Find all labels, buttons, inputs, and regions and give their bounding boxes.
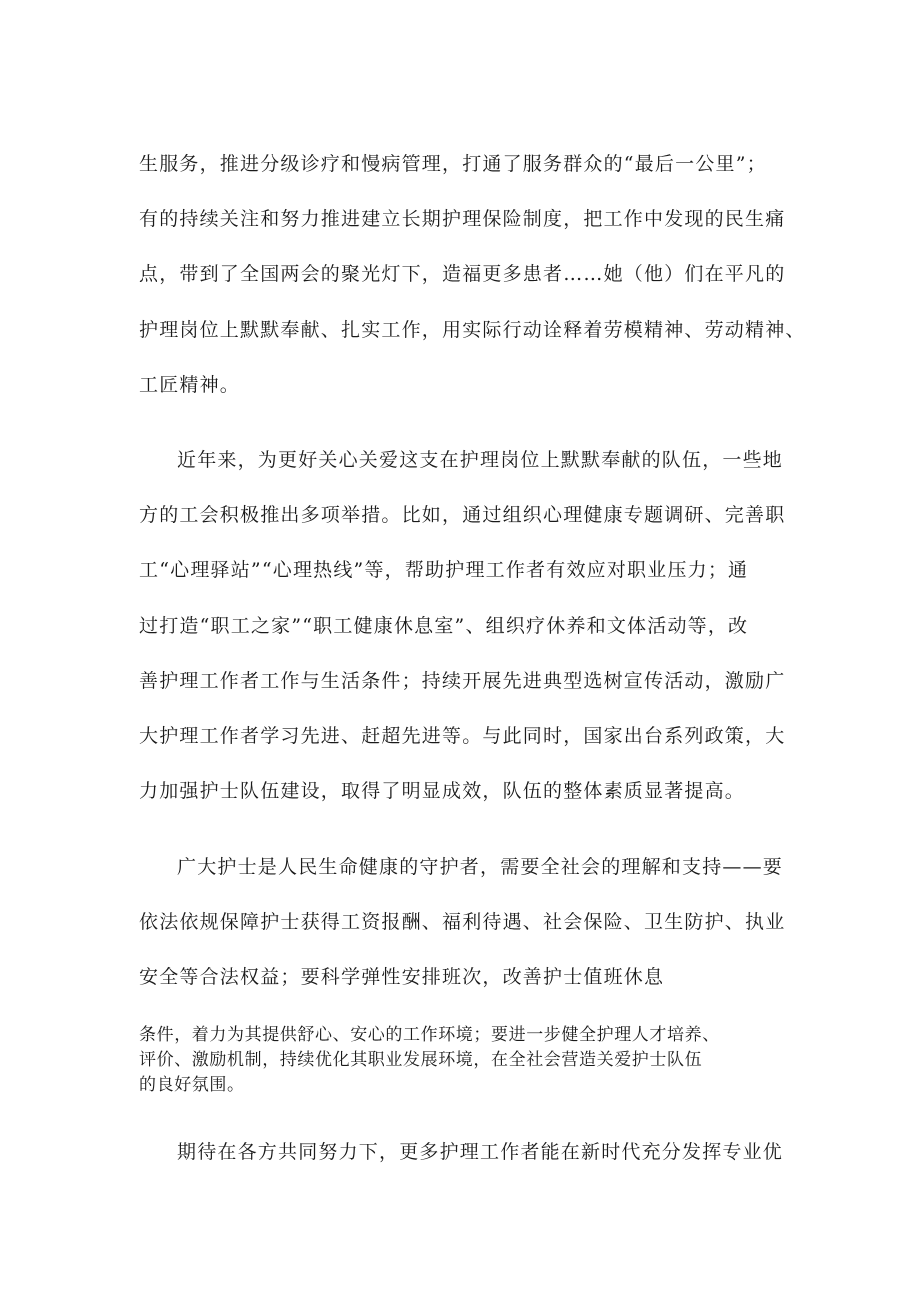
paragraph-1-line-1: 生服务，推进分级诊疗和慢病管理，打通了服务群众的“最后一公里”； bbox=[139, 153, 767, 175]
paragraph-2-line-5: 善护理工作者工作与生活条件；持续开展先进典型选树宣传活动，激励广 bbox=[139, 670, 786, 692]
paragraph-3-line-3: 安全等合法权益；要科学弹性安排班次，改善护士值班休息 bbox=[139, 966, 665, 988]
paragraph-2-line-7: 力加强护士队伍建设，取得了明显成效，队伍的整体素质显著提高。 bbox=[139, 780, 746, 802]
paragraph-1-line-3: 点，带到了全国两会的聚光灯下，造福更多患者……她（他）们在平凡的 bbox=[139, 263, 786, 285]
paragraph-2-line-4: 过打造“职工之家”“职工健康休息室”、组织疗休养和文体活动等，改 bbox=[139, 615, 749, 637]
paragraph-3-line-6: 的良好氛围。 bbox=[139, 1075, 245, 1095]
paragraph-4-line-1: 期待在各方共同努力下，更多护理工作者能在新时代充分发挥专业优 bbox=[177, 1141, 784, 1163]
paragraph-1-line-5: 工匠精神。 bbox=[139, 374, 241, 396]
paragraph-2-line-2: 方的工会积极推出多项举措。比如，通过组织心理健康专题调研、完善职 bbox=[139, 504, 786, 526]
paragraph-3-line-5: 评价、激励机制，持续优化其职业发展环境，在全社会营造关爱护士队伍 bbox=[139, 1050, 703, 1070]
paragraph-1-line-4: 护理岗位上默默奉献、扎实工作，用实际行动诠释着劳模精神、劳动精神、 bbox=[139, 319, 806, 341]
paragraph-2-line-6: 大护理工作者学习先进、赶超先进等。与此同时，国家出台系列政策，大 bbox=[139, 725, 786, 747]
paragraph-2-line-1: 近年来，为更好关心关爱这支在护理岗位上默默奉献的队伍，一些地 bbox=[177, 449, 784, 471]
paragraph-3-line-1: 广大护士是人民生命健康的守护者，需要全社会的理解和支持——要 bbox=[177, 856, 784, 878]
paragraph-3-line-4: 条件，着力为其提供舒心、安心的工作环境；要进一步健全护理人才培养、 bbox=[139, 1025, 720, 1045]
paragraph-3-line-2: 依法依规保障护士获得工资报酬、福利待遇、社会保险、卫生防护、执业 bbox=[139, 911, 786, 933]
paragraph-1-line-2: 有的持续关注和努力推进建立长期护理保险制度，把工作中发现的民生痛 bbox=[139, 208, 786, 230]
paragraph-2-line-3: 工“心理驿站”“心理热线”等，帮助护理工作者有效应对职业压力；通 bbox=[139, 559, 749, 581]
